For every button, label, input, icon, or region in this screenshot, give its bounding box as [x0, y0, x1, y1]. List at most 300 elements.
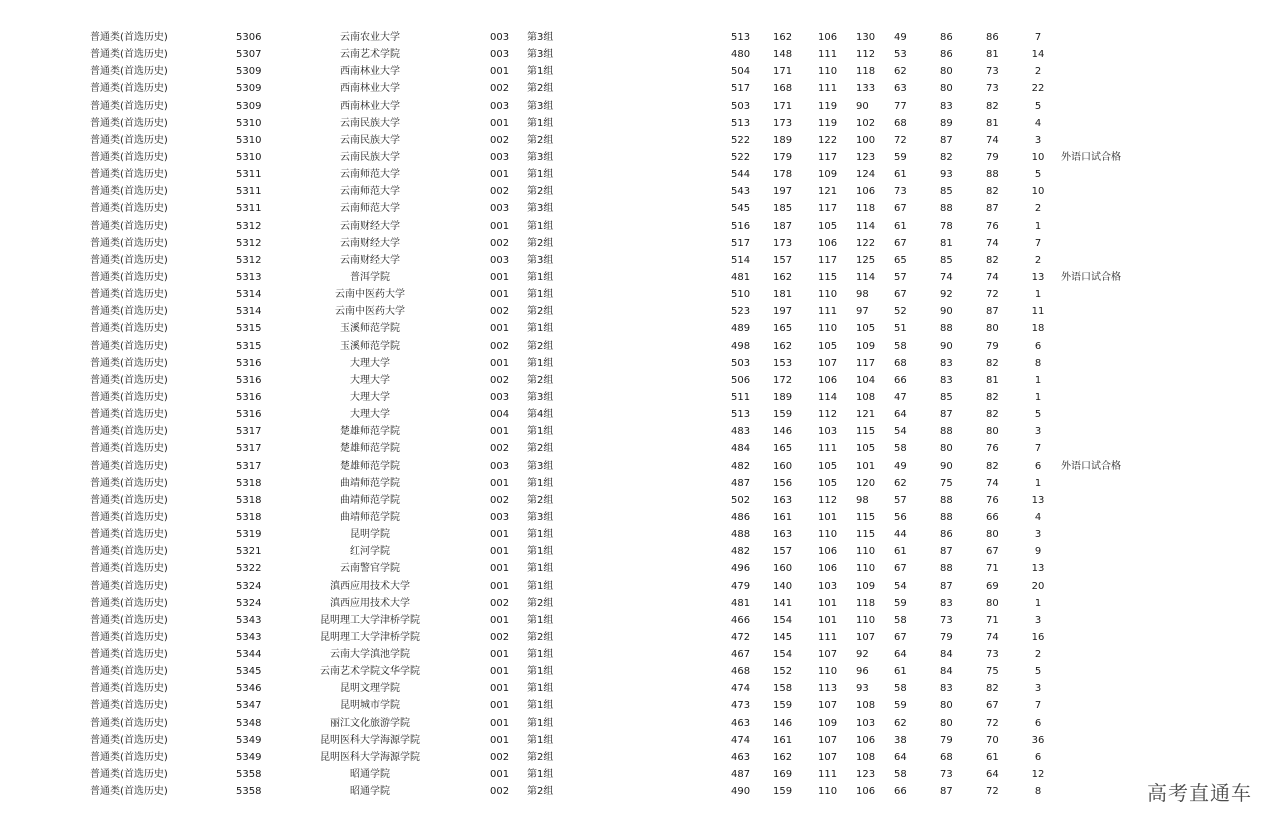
- group-code-cell: 003: [490, 32, 510, 43]
- school-name-cell: 云南中医药大学: [335, 306, 405, 318]
- table-row: [0, 783, 1280, 800]
- category-cell: 普通类(首选历史): [90, 357, 168, 369]
- score-7-cell: 76: [986, 220, 999, 232]
- score-8-cell: 13: [1031, 494, 1045, 506]
- score-3-cell: 101: [818, 511, 838, 523]
- school-name-cell: 玉溪师范学院: [340, 323, 400, 335]
- score-6-cell: 86: [940, 32, 953, 43]
- group-name-cell: 第3组: [527, 203, 554, 215]
- school-code-cell: 5324: [236, 580, 262, 592]
- score-3-cell: 110: [818, 66, 838, 78]
- school-name-cell: 昆明城市学院: [340, 700, 400, 712]
- school-code-cell: 5314: [236, 306, 262, 318]
- score-7-cell: 81: [986, 49, 999, 61]
- group-code-cell: 002: [490, 134, 510, 146]
- score-2-cell: 161: [773, 511, 793, 523]
- score-2-cell: 173: [773, 237, 793, 249]
- school-code-cell: 5343: [236, 631, 262, 643]
- score-1-cell: 523: [731, 306, 751, 318]
- score-8-cell: 3: [1034, 529, 1042, 541]
- score-3-cell: 105: [818, 477, 838, 489]
- score-6-cell: 83: [940, 597, 953, 609]
- score-5-cell: 51: [894, 323, 907, 335]
- score-2-cell: 189: [773, 391, 793, 403]
- table-row: [0, 218, 1280, 235]
- score-1-cell: 522: [731, 134, 751, 146]
- category-cell: 普通类(首选历史): [90, 700, 168, 712]
- score-7-cell: 82: [986, 391, 999, 403]
- score-6-cell: 80: [940, 700, 953, 712]
- table-row: [0, 749, 1280, 766]
- score-3-cell: 101: [818, 614, 838, 626]
- group-name-cell: 第3组: [527, 391, 554, 403]
- score-4-cell: 122: [856, 237, 876, 249]
- category-cell: 普通类(首选历史): [90, 203, 168, 215]
- category-cell: 普通类(首选历史): [90, 426, 168, 438]
- score-5-cell: 38: [894, 734, 907, 746]
- table-row: [0, 320, 1280, 337]
- score-3-cell: 111: [818, 306, 838, 318]
- score-5-cell: 66: [894, 786, 907, 798]
- score-2-cell: 171: [773, 100, 793, 112]
- score-5-cell: 58: [894, 443, 907, 455]
- group-name-cell: 第2组: [527, 306, 554, 318]
- admission-score-table: [0, 29, 1280, 800]
- score-6-cell: 86: [940, 529, 953, 541]
- score-7-cell: 67: [986, 546, 999, 558]
- score-5-cell: 62: [894, 477, 907, 489]
- note-cell: 外语口试合格: [1061, 271, 1121, 283]
- group-name-cell: 第1组: [527, 220, 554, 232]
- score-1-cell: 481: [731, 271, 751, 283]
- school-code-cell: 5311: [236, 186, 262, 198]
- score-3-cell: 106: [818, 237, 838, 249]
- score-1-cell: 484: [731, 443, 751, 455]
- score-5-cell: 61: [894, 666, 907, 678]
- group-code-cell: 002: [490, 374, 510, 386]
- table-row: [0, 63, 1280, 80]
- category-cell: 普通类(首选历史): [90, 477, 168, 489]
- score-7-cell: 82: [986, 460, 999, 472]
- score-1-cell: 483: [731, 426, 751, 438]
- school-name-cell: 云南财经大学: [340, 220, 400, 232]
- category-cell: 普通类(首选历史): [90, 220, 168, 232]
- score-5-cell: 77: [894, 100, 907, 112]
- category-cell: 普通类(首选历史): [90, 786, 168, 798]
- score-2-cell: 172: [773, 374, 793, 386]
- group-code-cell: 003: [490, 100, 510, 112]
- score-6-cell: 68: [940, 751, 953, 763]
- score-7-cell: 76: [986, 443, 999, 455]
- score-1-cell: 522: [731, 151, 751, 163]
- score-2-cell: 140: [773, 580, 793, 592]
- score-1-cell: 482: [731, 460, 751, 472]
- school-name-cell: 大理大学: [350, 357, 390, 369]
- score-7-cell: 88: [986, 169, 999, 181]
- score-3-cell: 110: [818, 786, 838, 798]
- table-row: [0, 509, 1280, 526]
- score-8-cell: 16: [1031, 631, 1045, 643]
- score-3-cell: 121: [818, 186, 838, 198]
- group-name-cell: 第1组: [527, 666, 554, 678]
- score-6-cell: 85: [940, 254, 953, 266]
- category-cell: 普通类(首选历史): [90, 289, 168, 301]
- score-2-cell: 162: [773, 751, 793, 763]
- score-3-cell: 103: [818, 426, 838, 438]
- school-code-cell: 5347: [236, 700, 262, 712]
- group-code-cell: 001: [490, 734, 510, 746]
- group-code-cell: 002: [490, 186, 510, 198]
- group-name-cell: 第2组: [527, 786, 554, 798]
- group-code-cell: 001: [490, 323, 510, 335]
- score-1-cell: 467: [731, 649, 751, 661]
- group-name-cell: 第1组: [527, 563, 554, 575]
- school-code-cell: 5310: [236, 134, 262, 146]
- score-8-cell: 3: [1034, 426, 1042, 438]
- score-2-cell: 165: [773, 443, 793, 455]
- table-row: [0, 646, 1280, 663]
- group-code-cell: 001: [490, 271, 510, 283]
- score-7-cell: 82: [986, 254, 999, 266]
- category-cell: 普通类(首选历史): [90, 66, 168, 78]
- score-6-cell: 87: [940, 546, 953, 558]
- school-code-cell: 5309: [236, 100, 262, 112]
- school-name-cell: 西南林业大学: [340, 100, 400, 112]
- score-2-cell: 154: [773, 614, 793, 626]
- group-code-cell: 001: [490, 683, 510, 695]
- school-code-cell: 5313: [236, 271, 262, 283]
- score-4-cell: 106: [856, 734, 876, 746]
- school-code-cell: 5306: [236, 32, 262, 43]
- group-code-cell: 003: [490, 391, 510, 403]
- score-1-cell: 510: [731, 289, 751, 301]
- group-name-cell: 第1组: [527, 529, 554, 541]
- table-row: [0, 389, 1280, 406]
- school-name-cell: 云南民族大学: [340, 134, 400, 146]
- school-code-cell: 5312: [236, 254, 262, 266]
- group-code-cell: 002: [490, 751, 510, 763]
- score-1-cell: 472: [731, 631, 751, 643]
- score-8-cell: 7: [1034, 443, 1042, 455]
- group-code-cell: 001: [490, 649, 510, 661]
- note-cell: 外语口试合格: [1061, 460, 1121, 472]
- score-5-cell: 59: [894, 700, 907, 712]
- score-2-cell: 148: [773, 49, 793, 61]
- school-code-cell: 5321: [236, 546, 262, 558]
- score-2-cell: 162: [773, 271, 793, 283]
- score-2-cell: 163: [773, 529, 793, 541]
- watermark: 高考直通车: [1147, 781, 1252, 805]
- score-2-cell: 165: [773, 323, 793, 335]
- school-code-cell: 5311: [236, 203, 262, 215]
- category-cell: 普通类(首选历史): [90, 460, 168, 472]
- score-5-cell: 61: [894, 169, 907, 181]
- table-row: [0, 46, 1280, 63]
- group-name-cell: 第3组: [527, 49, 554, 61]
- group-name-cell: 第2组: [527, 751, 554, 763]
- group-name-cell: 第1组: [527, 426, 554, 438]
- score-8-cell: 5: [1034, 409, 1042, 421]
- score-4-cell: 108: [856, 391, 876, 403]
- school-name-cell: 滇西应用技术大学: [330, 597, 410, 609]
- score-4-cell: 115: [856, 529, 876, 541]
- group-code-cell: 001: [490, 426, 510, 438]
- score-5-cell: 62: [894, 717, 907, 729]
- score-4-cell: 98: [856, 494, 869, 506]
- score-1-cell: 487: [731, 477, 751, 489]
- table-row: [0, 286, 1280, 303]
- category-cell: 普通类(首选历史): [90, 683, 168, 695]
- category-cell: 普通类(首选历史): [90, 580, 168, 592]
- score-6-cell: 85: [940, 391, 953, 403]
- score-2-cell: 162: [773, 340, 793, 352]
- category-cell: 普通类(首选历史): [90, 546, 168, 558]
- score-8-cell: 5: [1034, 100, 1042, 112]
- score-5-cell: 54: [894, 426, 907, 438]
- group-name-cell: 第2组: [527, 186, 554, 198]
- score-3-cell: 107: [818, 649, 838, 661]
- score-4-cell: 109: [856, 340, 876, 352]
- score-1-cell: 506: [731, 374, 751, 386]
- category-cell: 普通类(首选历史): [90, 49, 168, 61]
- score-8-cell: 10: [1031, 186, 1045, 198]
- group-code-cell: 002: [490, 237, 510, 249]
- group-code-cell: 003: [490, 460, 510, 472]
- score-2-cell: 187: [773, 220, 793, 232]
- table-row: [0, 372, 1280, 389]
- school-code-cell: 5358: [236, 769, 262, 781]
- category-cell: 普通类(首选历史): [90, 666, 168, 678]
- category-cell: 普通类(首选历史): [90, 134, 168, 146]
- table-row: [0, 115, 1280, 132]
- score-4-cell: 100: [856, 134, 876, 146]
- school-name-cell: 云南中医药大学: [335, 289, 405, 301]
- school-code-cell: 5345: [236, 666, 262, 678]
- score-3-cell: 106: [818, 563, 838, 575]
- school-name-cell: 昆明医科大学海源学院: [320, 751, 420, 763]
- school-code-cell: 5346: [236, 683, 262, 695]
- school-name-cell: 云南民族大学: [340, 117, 400, 129]
- school-code-cell: 5344: [236, 649, 262, 661]
- category-cell: 普通类(首选历史): [90, 443, 168, 455]
- table-row: [0, 149, 1280, 166]
- category-cell: 普通类(首选历史): [90, 151, 168, 163]
- group-code-cell: 002: [490, 786, 510, 798]
- school-code-cell: 5312: [236, 220, 262, 232]
- score-6-cell: 88: [940, 426, 953, 438]
- score-3-cell: 107: [818, 700, 838, 712]
- score-3-cell: 117: [818, 203, 838, 215]
- score-5-cell: 73: [894, 186, 907, 198]
- school-code-cell: 5309: [236, 66, 262, 78]
- group-name-cell: 第2组: [527, 631, 554, 643]
- group-name-cell: 第2组: [527, 374, 554, 386]
- score-1-cell: 489: [731, 323, 751, 335]
- score-3-cell: 106: [818, 32, 838, 43]
- score-5-cell: 44: [894, 529, 907, 541]
- group-name-cell: 第3组: [527, 254, 554, 266]
- score-4-cell: 125: [856, 254, 876, 266]
- score-6-cell: 80: [940, 443, 953, 455]
- score-6-cell: 85: [940, 186, 953, 198]
- score-2-cell: 161: [773, 734, 793, 746]
- score-8-cell: 1: [1034, 391, 1042, 403]
- school-code-cell: 5319: [236, 529, 262, 541]
- table-row: [0, 355, 1280, 372]
- score-7-cell: 82: [986, 357, 999, 369]
- score-7-cell: 69: [986, 580, 999, 592]
- score-3-cell: 122: [818, 134, 838, 146]
- category-cell: 普通类(首选历史): [90, 391, 168, 403]
- score-1-cell: 463: [731, 751, 751, 763]
- score-1-cell: 513: [731, 409, 751, 421]
- school-name-cell: 云南大学滇池学院: [330, 649, 410, 661]
- score-4-cell: 101: [856, 460, 876, 472]
- score-2-cell: 152: [773, 666, 793, 678]
- score-5-cell: 57: [894, 494, 907, 506]
- school-code-cell: 5317: [236, 443, 262, 455]
- score-3-cell: 105: [818, 340, 838, 352]
- score-6-cell: 81: [940, 237, 953, 249]
- score-6-cell: 83: [940, 374, 953, 386]
- score-2-cell: 189: [773, 134, 793, 146]
- score-2-cell: 171: [773, 66, 793, 78]
- group-code-cell: 003: [490, 49, 510, 61]
- category-cell: 普通类(首选历史): [90, 340, 168, 352]
- score-4-cell: 93: [856, 683, 869, 695]
- table-row: [0, 475, 1280, 492]
- score-4-cell: 107: [856, 631, 876, 643]
- score-7-cell: 73: [986, 83, 999, 95]
- score-6-cell: 83: [940, 683, 953, 695]
- score-6-cell: 80: [940, 717, 953, 729]
- score-8-cell: 12: [1031, 769, 1045, 781]
- score-7-cell: 66: [986, 511, 999, 523]
- score-3-cell: 110: [818, 666, 838, 678]
- score-2-cell: 169: [773, 769, 793, 781]
- score-6-cell: 80: [940, 83, 953, 95]
- score-8-cell: 6: [1034, 340, 1042, 352]
- school-code-cell: 5311: [236, 169, 262, 181]
- score-6-cell: 79: [940, 631, 953, 643]
- score-8-cell: 14: [1031, 49, 1045, 61]
- group-code-cell: 001: [490, 169, 510, 181]
- school-name-cell: 丽江文化旅游学院: [330, 717, 410, 729]
- table-row: [0, 235, 1280, 252]
- score-5-cell: 59: [894, 597, 907, 609]
- score-4-cell: 105: [856, 323, 876, 335]
- table-row: [0, 423, 1280, 440]
- group-name-cell: 第3组: [527, 100, 554, 112]
- score-4-cell: 123: [856, 769, 876, 781]
- category-cell: 普通类(首选历史): [90, 494, 168, 506]
- school-name-cell: 曲靖师范学院: [340, 511, 400, 523]
- score-5-cell: 59: [894, 151, 907, 163]
- group-code-cell: 001: [490, 357, 510, 369]
- score-8-cell: 8: [1034, 786, 1042, 798]
- score-8-cell: 20: [1031, 580, 1045, 592]
- school-name-cell: 西南林业大学: [340, 66, 400, 78]
- score-5-cell: 65: [894, 254, 907, 266]
- score-6-cell: 86: [940, 49, 953, 61]
- category-cell: 普通类(首选历史): [90, 237, 168, 249]
- table-row: [0, 29, 1280, 46]
- school-name-cell: 普洱学院: [350, 271, 390, 283]
- score-8-cell: 8: [1034, 357, 1042, 369]
- score-4-cell: 117: [856, 357, 876, 369]
- score-7-cell: 74: [986, 477, 999, 489]
- score-5-cell: 56: [894, 511, 907, 523]
- score-7-cell: 87: [986, 203, 999, 215]
- category-cell: 普通类(首选历史): [90, 374, 168, 386]
- group-name-cell: 第1组: [527, 700, 554, 712]
- score-3-cell: 111: [818, 49, 838, 61]
- group-code-cell: 002: [490, 597, 510, 609]
- score-1-cell: 482: [731, 546, 751, 558]
- score-5-cell: 58: [894, 614, 907, 626]
- score-7-cell: 74: [986, 237, 999, 249]
- score-6-cell: 83: [940, 100, 953, 112]
- score-3-cell: 107: [818, 734, 838, 746]
- score-7-cell: 72: [986, 786, 999, 798]
- school-code-cell: 5310: [236, 151, 262, 163]
- group-code-cell: 001: [490, 529, 510, 541]
- school-name-cell: 云南师范大学: [340, 169, 400, 181]
- score-3-cell: 107: [818, 357, 838, 369]
- score-4-cell: 104: [856, 374, 876, 386]
- category-cell: 普通类(首选历史): [90, 563, 168, 575]
- school-name-cell: 大理大学: [350, 409, 390, 421]
- score-6-cell: 75: [940, 477, 953, 489]
- score-7-cell: 80: [986, 323, 999, 335]
- score-6-cell: 79: [940, 734, 953, 746]
- score-7-cell: 82: [986, 100, 999, 112]
- table-row: [0, 200, 1280, 217]
- group-name-cell: 第1组: [527, 734, 554, 746]
- score-2-cell: 153: [773, 357, 793, 369]
- score-7-cell: 81: [986, 117, 999, 129]
- table-row: [0, 766, 1280, 783]
- score-8-cell: 3: [1034, 134, 1042, 146]
- score-5-cell: 67: [894, 237, 907, 249]
- score-4-cell: 110: [856, 546, 876, 558]
- score-6-cell: 87: [940, 580, 953, 592]
- score-8-cell: 13: [1031, 271, 1045, 283]
- category-cell: 普通类(首选历史): [90, 649, 168, 661]
- score-2-cell: 159: [773, 786, 793, 798]
- category-cell: 普通类(首选历史): [90, 529, 168, 541]
- score-4-cell: 124: [856, 169, 876, 181]
- score-1-cell: 514: [731, 254, 751, 266]
- score-7-cell: 79: [986, 151, 999, 163]
- score-1-cell: 488: [731, 529, 751, 541]
- group-code-cell: 001: [490, 66, 510, 78]
- school-code-cell: 5317: [236, 460, 262, 472]
- score-8-cell: 3: [1034, 614, 1042, 626]
- score-1-cell: 545: [731, 203, 751, 215]
- school-name-cell: 云南民族大学: [340, 151, 400, 163]
- score-5-cell: 68: [894, 117, 907, 129]
- score-1-cell: 516: [731, 220, 751, 232]
- score-4-cell: 97: [856, 306, 869, 318]
- table-row: [0, 595, 1280, 612]
- score-7-cell: 82: [986, 186, 999, 198]
- school-code-cell: 5316: [236, 357, 262, 369]
- group-code-cell: 004: [490, 409, 510, 421]
- score-3-cell: 105: [818, 220, 838, 232]
- score-4-cell: 110: [856, 563, 876, 575]
- group-name-cell: 第1组: [527, 717, 554, 729]
